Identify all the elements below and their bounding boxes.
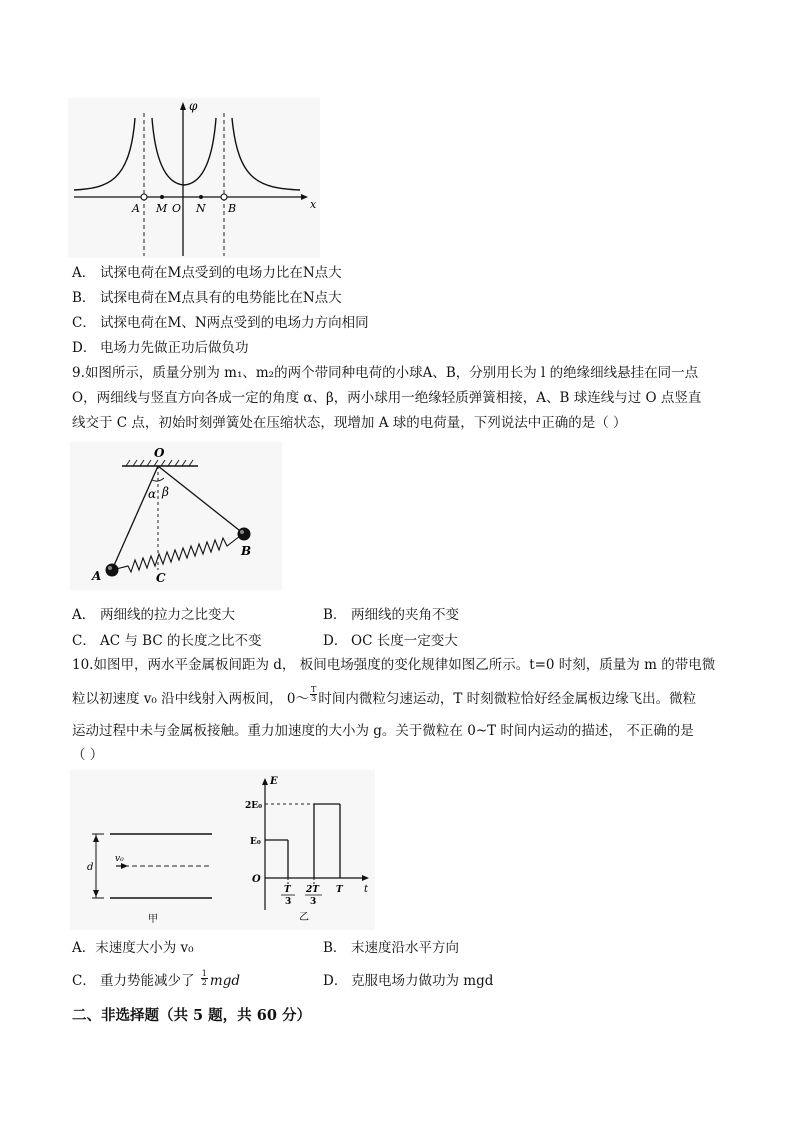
E-axis-label: E: [270, 776, 278, 787]
charge-A-marker: [141, 194, 147, 200]
label-A: A: [92, 569, 102, 583]
q8-potential-figure: [68, 98, 320, 258]
label-N: N: [196, 202, 206, 215]
q9-option-a: A． 两细线的拉力之比变大: [72, 607, 235, 623]
label-M: M: [156, 202, 168, 215]
caption-jia: 甲: [148, 914, 158, 925]
q8-option-b: B． 试探电荷在M点具有的电势能比在N点大: [72, 290, 342, 306]
q8-option-c: C． 试探电荷在M、N两点受到的电场力方向相同: [72, 315, 369, 331]
label-O: O: [154, 446, 165, 460]
tick-2T3-den: 3: [310, 897, 317, 907]
phi-axis-label: φ: [189, 99, 198, 113]
t-axis-label: t: [364, 884, 369, 895]
label-B: B: [241, 544, 252, 558]
q10-option-a: A．末速度大小为 v₀: [72, 940, 194, 956]
ball-B: [238, 528, 251, 541]
q9-spring-figure: [70, 442, 282, 590]
tick-T3-num: T: [284, 885, 291, 895]
label-alpha: α: [148, 487, 157, 501]
q10-stem-line-2: 粒以初速度 v₀ 沿中线射入两板间， 0～ $\frac{T}{3}$ 时间内微粒匀速运动，T 时刻微粒恰好经金属板边缘飞出。微粒: [72, 685, 697, 707]
q8-option-a: A． 试探电荷在M点受到的电场力比在N点大: [72, 265, 342, 281]
q10-option-d: D． 克服电场力做功为 mgd: [323, 973, 494, 989]
label-beta: β: [162, 485, 169, 499]
q10-option-b: B． 末速度沿水平方向: [323, 940, 459, 956]
label-2E0: 2E₀: [245, 801, 263, 811]
tick-2T3-num: 2T: [306, 885, 319, 895]
q8-option-d: D． 电场力先做正功后做负功: [72, 340, 249, 356]
q9-option-d: D． OC 长度一定变大: [323, 633, 458, 649]
q10-option-c: C． 重力势能减少了 $\frac{1}{2}$ mgd: [72, 969, 240, 989]
label-C: C: [156, 571, 166, 585]
q10-stem-line-3: 运动过程中未与金属板接触。重力加速度的大小为 g。关于微粒在 0~T 时间内运动的描述， 不正确的是: [72, 723, 694, 739]
q9-stem-line-1: 9.如图所示，质量分别为 m₁、m₂的两个带同种电荷的小球A、B，分别用长为 l 的绝缘细线悬挂在同一点: [72, 365, 699, 381]
q10-option-c-fraction: $\frac{1}{2}$: [201, 969, 207, 987]
q10-stem-line-1: 10.如图甲，两水平金属板间距为 d， 板间电场强度的变化规律如图乙所示。t=0 时刻，质量为 m 的带电微: [72, 657, 716, 673]
label-O: O: [172, 202, 182, 215]
section-2-heading: 二、非选择题（共 5 题，共 60 分）: [72, 1007, 311, 1024]
tick-T: T: [336, 885, 343, 895]
label-v0: v₀: [115, 854, 124, 864]
charge-B-marker: [221, 194, 227, 200]
label-A: A: [132, 202, 140, 215]
q9-option-c: C． AC 与 BC 的长度之比不变: [72, 633, 262, 649]
q9-stem-line-3: 线交于 C 点，初始时刻弹簧处在压缩状态，现增加 A 球的电荷量，下列说法中正确的是（ ）: [72, 415, 627, 431]
tick-T3-den: 3: [285, 897, 292, 907]
point-M-marker: [160, 195, 164, 199]
label-E0: E₀: [250, 837, 261, 847]
label-B: B: [228, 202, 237, 215]
q10-stem-fraction: $\frac{T}{3}$: [311, 685, 317, 703]
q9-option-b: B． 两细线的夹角不变: [323, 607, 459, 623]
q9-stem-line-2: O，两细线与竖直方向各成一定的角度 α、β，两小球用一绝缘轻质弹簧相接，A、B 球连线与过 O 点竖直: [72, 390, 702, 406]
x-axis-label: x: [310, 198, 317, 211]
point-N-marker: [199, 195, 203, 199]
label-d: d: [87, 862, 94, 873]
caption-yi: 乙: [299, 912, 309, 923]
ball-A: [106, 564, 119, 577]
q10-figure: [70, 770, 375, 930]
origin-label: O: [252, 874, 261, 885]
q10-stem-line-4: （ ）: [72, 747, 104, 763]
